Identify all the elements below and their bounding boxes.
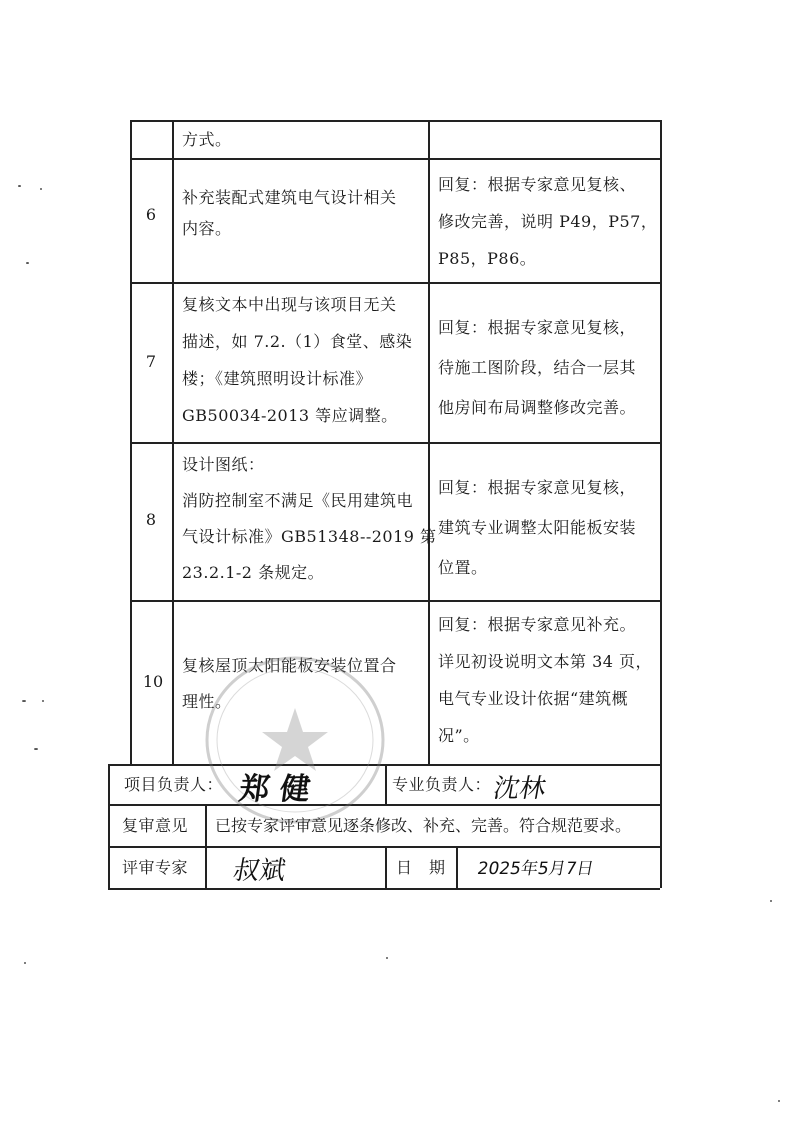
row-6-reply: [438, 166, 657, 277]
row-10-content-line-2: 理性。: [182, 692, 232, 711]
scan-speck: [34, 748, 38, 750]
row-8-number: 8: [145, 510, 157, 529]
row-8-content-line-2: 消防控制室不满足《民用建筑电: [182, 491, 414, 510]
project-lead-label: 项目负责人：: [124, 775, 224, 794]
scan-speck: [386, 957, 388, 959]
scan-speck: [40, 188, 42, 190]
specialty-lead-signature: 沈林: [490, 774, 549, 804]
review-opinion-label: 复审意见: [122, 816, 189, 835]
review-opinion-text: 已按专家评审意见逐条修改、补充、完善。符合规范要求。: [215, 816, 632, 835]
scan-speck: [24, 962, 26, 964]
border-footer-date-val: [456, 846, 458, 888]
row-8-content-line-1: 设计图纸：: [182, 455, 265, 474]
row-7-content-line-1: 复核文本中出现与该项目无关: [182, 295, 397, 314]
row-6-content: [182, 182, 397, 244]
row-8-reply-line-1: 回复：根据专家意见复核，: [438, 478, 637, 497]
row-8-content-line-4: 23.2.1-2 条规定。: [182, 563, 325, 582]
row-7-reply-line-3: 他房间布局调整修改完善。: [438, 398, 637, 417]
scan-speck: [770, 900, 772, 902]
scan-speck: [26, 262, 29, 264]
row-6-content-line-2: 内容。: [182, 219, 232, 238]
row-10-content-line-1: 复核屋顶太阳能板安装位置合: [182, 656, 397, 675]
row-7-reply: [438, 308, 636, 428]
scan-speck: [22, 700, 26, 702]
border-num-col: [172, 120, 174, 764]
row-10-number: 10: [142, 672, 164, 691]
border-footer-date-col: [385, 846, 387, 888]
row-7-reply-line-1: 回复：根据专家意见复核，: [438, 318, 637, 337]
row-7-number: 7: [145, 352, 157, 371]
row-6-reply-line-1: 回复：根据专家意见复核、: [438, 175, 637, 194]
row-8-content-line-3: 气设计标准》GB51348--2019 第: [182, 527, 437, 546]
scan-speck: [778, 1100, 780, 1102]
row-6-number: 6: [145, 205, 157, 224]
scan-speck: [18, 185, 21, 187]
border-footer-low: [108, 846, 660, 848]
row-8-reply: [438, 468, 636, 588]
border-right: [660, 120, 662, 888]
border-row6-top: [130, 158, 660, 160]
border-left-footer: [108, 764, 110, 888]
reviewer-label: 评审专家: [122, 858, 189, 877]
row-8-reply-line-3: 位置。: [438, 558, 488, 577]
row-7-content-line-3: 楼；《建筑照明设计标准》: [182, 369, 373, 388]
row-10-reply-line-1: 回复：根据专家意见补充。: [438, 615, 637, 634]
date-label: 日 期: [396, 858, 446, 877]
border-row10-top: [130, 600, 660, 602]
row-6-reply-line-2: 修改完善，说明 P49，P57，: [438, 212, 658, 231]
row-7-content-line-2: 描述，如 7.2.（1）食堂、感染: [182, 332, 413, 351]
border-row7-top: [130, 282, 660, 284]
row-8-reply-line-2: 建筑专业调整太阳能板安装: [438, 518, 637, 537]
reviewer-signature: 叔斌: [230, 856, 289, 886]
border-row8-top: [130, 442, 660, 444]
row-7-content-line-4: GB50034-2013 等应调整。: [182, 406, 398, 425]
row-7-reply-line-2: 待施工图阶段，结合一层其: [438, 358, 637, 377]
border-reply-col: [428, 120, 430, 764]
row-10-reply-line-4: 况”。: [438, 726, 480, 745]
row-8-content: [182, 447, 437, 591]
row-6-content-line-1: 补充装配式建筑电气设计相关: [182, 188, 397, 207]
row-0-content: [182, 124, 232, 155]
row-0-content-line-1: 方式。: [182, 130, 232, 149]
border-bottom: [108, 888, 660, 890]
specialty-lead-label: 专业负责人：: [392, 775, 492, 794]
date-value: 2025年5月7日: [475, 859, 596, 879]
row-10-reply-line-2: 详见初设说明文本第 34 页，: [438, 652, 653, 671]
scan-speck: [42, 700, 44, 702]
row-7-content: [182, 286, 412, 434]
row-10-reply: [438, 606, 652, 754]
row-10-reply-line-3: 电气专业设计依据“建筑概: [438, 689, 629, 708]
project-lead-signature: 郑 健: [237, 772, 313, 807]
row-6-reply-line-3: P85，P86。: [438, 249, 537, 268]
border-top: [130, 120, 660, 122]
